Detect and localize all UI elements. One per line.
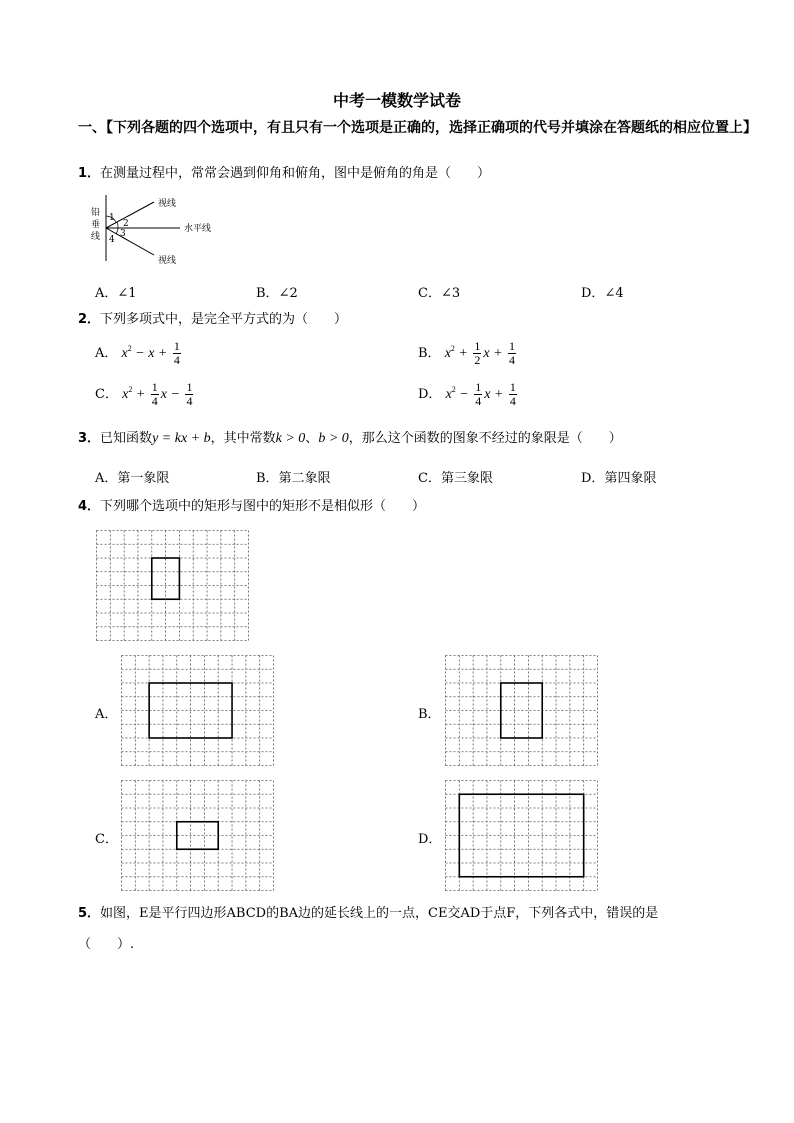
sight-line-bottom-label: 视线 xyxy=(158,256,177,266)
option-letter: C． xyxy=(95,387,118,402)
q2-option-d[interactable]: D． $x^2$ − $\frac{1}{4}$ x + $\frac{1}{4}$ xyxy=(418,380,516,408)
option-text: 第二象限 xyxy=(278,471,331,486)
question-1 xyxy=(78,165,490,183)
fraction: $\frac{1}{4}$ xyxy=(151,380,158,408)
option-letter: C． xyxy=(418,286,441,301)
question-text: ，那么这个函数的图象不经过的象限是（ ） xyxy=(348,431,622,446)
q4-option-c[interactable]: C． xyxy=(95,832,118,847)
separator: 、 xyxy=(305,431,319,446)
q4-option-a[interactable]: A． xyxy=(95,707,118,722)
q2-option-a[interactable] xyxy=(95,340,183,367)
q3-option-c[interactable] xyxy=(418,467,493,486)
question-number: 4． xyxy=(78,499,101,514)
q3-option-d[interactable] xyxy=(581,467,656,486)
q4-option-b[interactable]: B． xyxy=(418,707,441,722)
section-heading: 一、【下列各题的四个选项中，有且只有一个选项是正确的，选择正确项的代号并填涂在答题纸的相应位置上】 xyxy=(78,120,757,136)
question-4 xyxy=(78,498,425,516)
option-b-grid xyxy=(445,655,598,766)
option-text: 第四象限 xyxy=(604,471,657,486)
option-d-grid xyxy=(445,780,598,891)
q3-option-b[interactable] xyxy=(256,467,331,486)
option-text: 第一象限 xyxy=(117,471,170,486)
q1-option-a[interactable] xyxy=(95,282,137,301)
option-letter: D． xyxy=(418,387,442,402)
option-letter: B． xyxy=(418,346,441,361)
fraction: $\frac{1}{2}$ xyxy=(474,339,481,367)
question-number: 1． xyxy=(78,166,101,181)
question-number: 5． xyxy=(78,906,101,921)
option-text: ∠4 xyxy=(604,286,624,301)
option-letter: A． xyxy=(95,346,118,361)
question-2 xyxy=(78,311,347,329)
option-letter: A． xyxy=(95,286,118,301)
question-text: ，其中常数 xyxy=(210,431,276,446)
question-text: 在测量过程中，常常会遇到仰角和俯角，图中是俯角的角是（ ） xyxy=(100,166,491,181)
q1-option-c[interactable] xyxy=(418,282,460,301)
q3-option-a[interactable] xyxy=(95,467,169,486)
question-text: 下列哪个选项中的矩形与图中的矩形不是相似形（ ） xyxy=(100,499,426,514)
question-text: 已知函数 xyxy=(100,431,153,446)
fraction: $\frac{1}{4}$ xyxy=(509,380,516,408)
angle-label-2: 2 xyxy=(123,219,129,229)
q1-option-b[interactable] xyxy=(256,282,298,301)
option-text: ∠1 xyxy=(117,286,137,301)
page-title: 中考一模数学试卷 xyxy=(332,91,461,110)
option-expression: $x^2$ − xyxy=(445,385,473,402)
sight-line-top-label: 视线 xyxy=(158,199,177,209)
reference-grid xyxy=(96,530,249,641)
option-c-grid xyxy=(121,780,274,891)
fraction: $\frac{1}{4}$ xyxy=(509,339,516,367)
horizontal-line-label: 水平线 xyxy=(184,224,212,234)
condition-k: k > 0 xyxy=(275,431,306,446)
q2-option-c[interactable]: C． $x^2$ + $\frac{1}{4}$ x − $\frac{1}{4}$ xyxy=(95,380,193,408)
option-a-grid xyxy=(121,655,274,766)
q2-option-b[interactable]: B． $x^2$ + $\frac{1}{2}$ x + $\frac{1}{4}$ xyxy=(418,339,516,367)
option-letter: A． xyxy=(95,471,118,486)
angle-label-3: 3 xyxy=(120,229,126,239)
question-3 xyxy=(78,430,622,448)
option-text: 第三象限 xyxy=(440,471,493,486)
fraction: $\frac{1}{4}$ xyxy=(173,339,180,367)
option-letter: B． xyxy=(256,286,279,301)
option-letter: B． xyxy=(256,471,279,486)
function-expression: y = kx + b xyxy=(152,431,211,446)
angle-figure xyxy=(88,193,228,271)
angle-label-4: 4 xyxy=(109,235,115,245)
vertical-label-3: 线 xyxy=(91,232,101,242)
question-number: 2． xyxy=(78,312,101,327)
option-text: ∠3 xyxy=(440,286,461,301)
q1-option-d[interactable] xyxy=(581,282,624,301)
option-expression: $x^2 - x$ + xyxy=(121,344,171,361)
option-expression: $x^2$ + xyxy=(122,385,149,402)
option-letter: D． xyxy=(581,286,605,301)
vertical-label-2: 垂 xyxy=(91,220,101,230)
option-letter: D． xyxy=(581,471,605,486)
q4-option-d[interactable]: D． xyxy=(418,832,442,847)
angle-label-1: 1 xyxy=(109,213,115,223)
condition-b: b > 0 xyxy=(318,431,349,446)
fraction: $\frac{1}{4}$ xyxy=(186,380,193,408)
fraction: $\frac{1}{4}$ xyxy=(475,380,482,408)
option-expression: $x^2$ + xyxy=(444,344,472,361)
question-5-blank: （ ）. xyxy=(78,937,135,952)
question-5 xyxy=(78,905,758,923)
option-text: ∠2 xyxy=(278,286,298,301)
question-text: 如图，E是平行四边形ABCD的BA边的延长线上的一点，CE交AD于点F，下列各式中，错误的是 xyxy=(100,906,659,921)
vertical-label-1: 铅 xyxy=(91,208,101,218)
question-text: 下列多项式中，是完全平方式的为（ ） xyxy=(100,312,348,327)
question-number: 3． xyxy=(78,431,101,446)
option-letter: C． xyxy=(418,471,441,486)
